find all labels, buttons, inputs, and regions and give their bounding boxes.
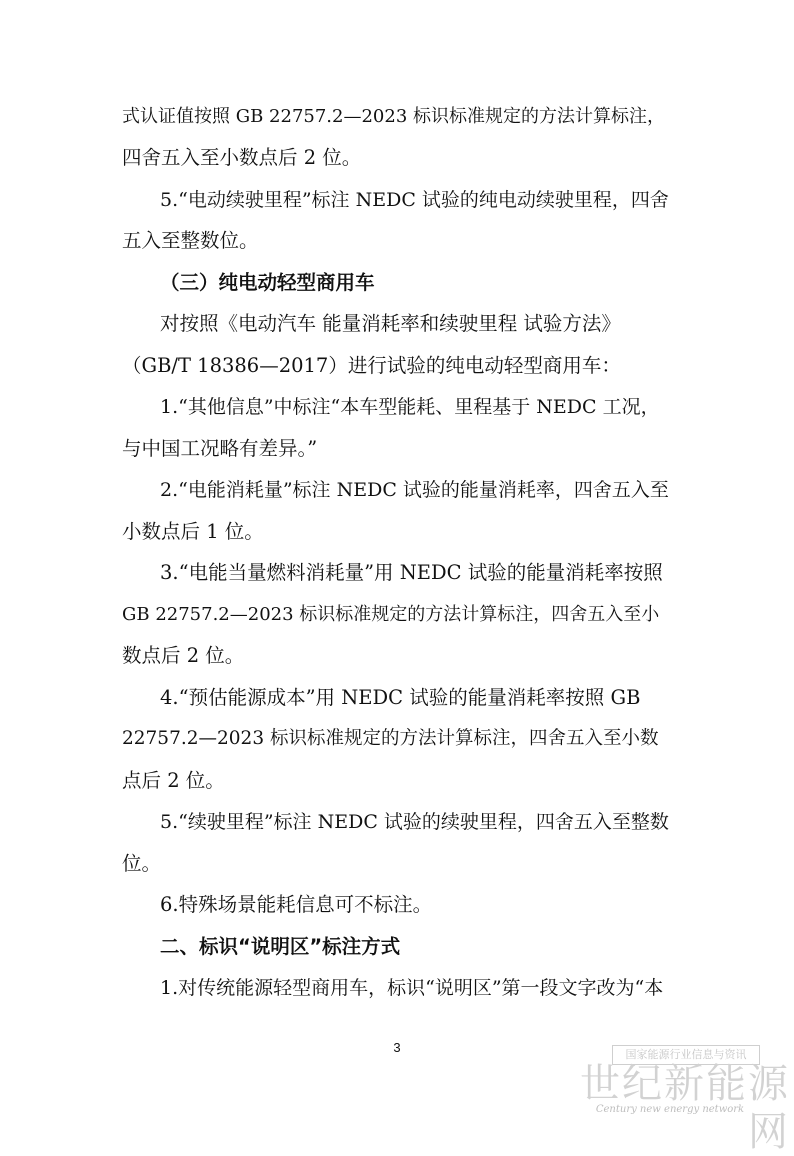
text-line-20: 6.特殊场景能耗信息可不标注。 [160, 893, 433, 916]
text-line-12: 3.“电能当量燃料消耗量”用 NEDC 试验的能量消耗率按照 [160, 561, 663, 584]
text-line-11: 小数点后 1 位。 [122, 520, 264, 543]
text-line-22: 1.对传统能源轻型商用车，标识“说明区”第一段文字改为“本 [160, 977, 664, 999]
text-line-17: 点后 2 位。 [122, 769, 225, 792]
text-line-4: 五入至整数位。 [122, 229, 259, 252]
text-line-8: 1.“其他信息”中标注“本车型能耗、里程基于 NEDC 工况， [160, 396, 660, 418]
text-line-18: 5.“续驶里程”标注 NEDC 试验的续驶里程，四舍五入至整数 [160, 811, 669, 833]
section-heading-3: （三）纯电动轻型商用车 [160, 271, 375, 294]
text-line-3: 5.“电动续驶里程”标注 NEDC 试验的纯电动续驶里程，四舍 [160, 189, 669, 211]
watermark-slogan: 国家能源行业信息与资讯 [612, 1045, 760, 1065]
text-line-15: 4.“预估能源成本”用 NEDC 试验的能量消耗率按照 GB [160, 686, 641, 709]
text-line-19: 位。 [122, 852, 162, 875]
text-line-16: 22757.2—2023 标识标准规定的方法计算标注，四舍五入至小数 [122, 728, 659, 749]
watermark-logo: 世纪新能源网 [580, 1061, 790, 1155]
text-line-2: 四舍五入至小数点后 2 位。 [122, 146, 362, 169]
watermark-subtitle: Century new energy network [595, 1104, 745, 1115]
text-line-10: 2.“电能消耗量”标注 NEDC 试验的能量消耗率，四舍五入至 [160, 479, 669, 501]
section-heading-2: 二、标识“说明区”标注方式 [160, 935, 401, 958]
text-line-9: 与中国工况略有差异。” [122, 437, 318, 460]
text-line-1: 式认证值按照 GB 22757.2—2023 标识标准规定的方法计算标注， [122, 106, 666, 127]
text-line-6: 对按照《电动汽车 能量消耗率和续驶里程 试验方法》 [160, 312, 621, 335]
text-line-14: 数点后 2 位。 [122, 644, 245, 667]
text-line-13: GB 22757.2—2023 标识标准规定的方法计算标注，四舍五入至小 [122, 604, 660, 625]
page-number: 3 [393, 1040, 401, 1055]
text-line-7: （GB/T 18386—2017）进行试验的纯电动轻型商用车： [122, 354, 621, 377]
